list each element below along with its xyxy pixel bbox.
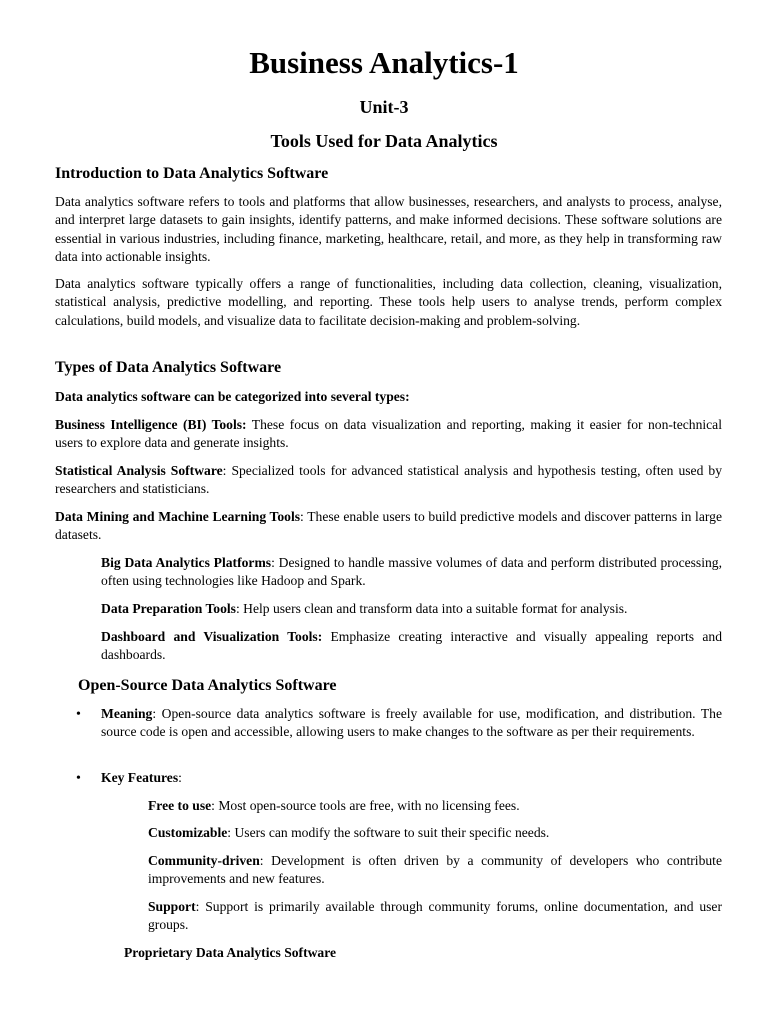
key-features-colon: :	[178, 770, 182, 785]
intro-heading: Introduction to Data Analytics Software	[55, 165, 329, 182]
bullet-icon: •	[76, 771, 81, 786]
key-features-label	[101, 769, 722, 787]
types-heading: Types of Data Analytics Software	[55, 359, 282, 376]
type-desc: : Help users clean and transform data into a suitable format for analysis.	[235, 601, 628, 616]
meaning-desc: : Open-source data analytics software is freely available for use, modification, and distribution. The source code is open and accessible, allowing users to make changes to the software as per their requirements.	[101, 706, 722, 740]
type-desc: These focus on data visualization and reporting, making it easier for non-technical users to explore data and generate insights.	[55, 417, 722, 451]
open-source-heading: Open-Source Data Analytics Software	[78, 677, 337, 694]
feature-term: Support	[148, 899, 196, 914]
document-subtitle: Tools Used for Data Analytics	[270, 131, 498, 151]
intro-paragraph-2: Data analytics software typically offers a range of functionalities, including data collection, cleaning, visualization, statistical analysis, predictive modelling, and reporting. These tools help users to analyse trends, perform complex calculations, build models, and visualize data to facilitate decision-making and problem-solving.	[55, 276, 722, 328]
types-lead: Data analytics software can be categorized into several types:	[55, 389, 410, 404]
feature-desc: : Development is often driven by a community of developers who contribute improvements and new features.	[148, 853, 722, 887]
feature-item-free	[148, 797, 722, 815]
meaning-paragraph	[101, 705, 722, 742]
type-term: Big Data Analytics Platforms	[101, 555, 272, 570]
feature-term: Community-driven	[148, 853, 260, 868]
type-term: Data Preparation Tools	[101, 601, 236, 616]
type-term: Business Intelligence (BI) Tools:	[55, 417, 247, 432]
feature-desc: : Most open-source tools are free, with no licensing fees.	[211, 798, 520, 813]
type-item-big-data	[101, 554, 722, 591]
proprietary-heading: Proprietary Data Analytics Software	[124, 945, 337, 960]
document-title: Business Analytics-1	[249, 45, 519, 80]
intro-paragraph-1: Data analytics software refers to tools and platforms that allow businesses, researchers, and analysts to process, analyse, and interpret large datasets to gain insights, identify patterns, and make informed decisions. These software solutions are essential in various industries, including finance, marketing, healthcare, retail, and more, as they help in transforming raw data into actionable insights.	[55, 194, 722, 265]
type-term: Data Mining and Machine Learning Tools	[55, 509, 301, 524]
bullet-icon: •	[76, 707, 81, 722]
meaning-term: Meaning	[101, 706, 153, 721]
type-item-bi	[55, 416, 722, 453]
type-term: Statistical Analysis Software	[55, 463, 223, 478]
type-desc: : Specialized tools for advanced statistical analysis and hypothesis testing, often used by researchers and statisticians.	[55, 463, 722, 497]
unit-label: Unit-3	[359, 97, 409, 117]
type-desc: Emphasize creating interactive and visually appealing reports and dashboards.	[101, 629, 722, 663]
feature-item-support	[148, 898, 722, 935]
type-item-data-prep	[101, 600, 722, 618]
feature-term: Customizable	[148, 825, 228, 840]
feature-item-community	[148, 852, 722, 889]
type-desc: : Designed to handle massive volumes of data and perform distributed processing, often using technologies like Hadoop and Spark.	[101, 555, 722, 589]
feature-desc: : Support is primarily available through community forums, online documentation, and user groups.	[148, 899, 722, 933]
type-item-dashboard	[101, 628, 722, 665]
type-item-mining	[55, 508, 722, 545]
type-term: Dashboard and Visualization Tools:	[101, 629, 323, 644]
type-desc: : These enable users to build predictive models and discover patterns in large datasets.	[55, 509, 722, 543]
feature-item-customizable	[148, 824, 722, 842]
feature-desc: : Users can modify the software to suit their specific needs.	[227, 825, 550, 840]
key-features-term: Key Features	[101, 770, 179, 785]
type-item-statistical	[55, 462, 722, 499]
feature-term: Free to use	[148, 798, 212, 813]
